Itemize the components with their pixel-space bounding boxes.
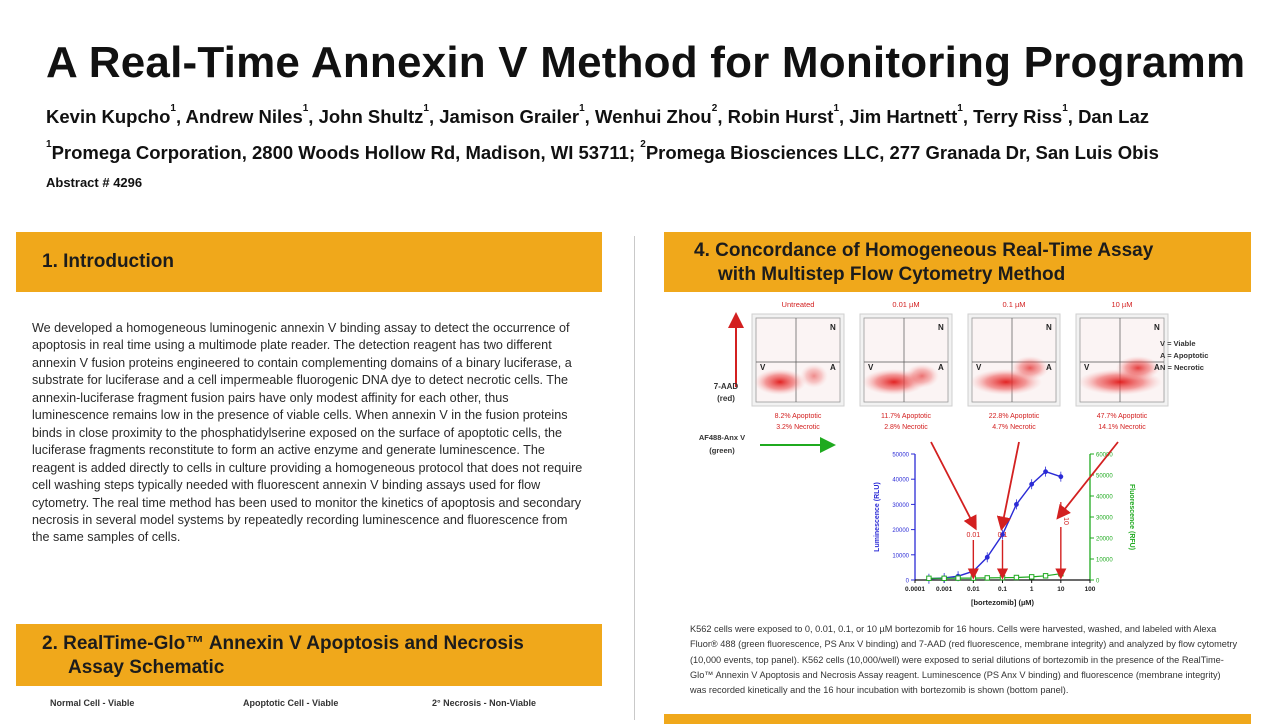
fluorescence-point <box>971 576 975 580</box>
quadrant-v: V <box>868 363 874 372</box>
affiliation-2: Promega Biosciences LLC, 277 Granada Dr, San Luis Obis <box>645 142 1159 163</box>
flow-apoptosis-percent: 8.2% Apoptotic <box>774 413 822 420</box>
x-tick-label: 0.0001 <box>905 586 925 593</box>
quadrant-a: A <box>830 363 836 372</box>
x-tick-label: 1 <box>1029 586 1034 593</box>
fluorescence-point <box>1043 574 1047 578</box>
flow-apoptosis-percent: 47.7% Apoptotic <box>1096 413 1148 420</box>
fluorescence-point <box>1029 575 1033 579</box>
introduction-text: We developed a homogeneous luminogenic annexin V binding assay to detect the occurrence of apoptosis in real time using a multimode plate reader. The detection reagent has two different annexin V fusion proteins engineered to contain complementing domains of a binary luciferase, a substrate for luciferase and a cell impermeable fluorogenic DNA dye to detect necrotic cells. The annexin-luciferase fragment fusion pairs have only modest affinity for each other, thus luminescence remains low in the presence of viable cells. When annexin V in the fusion proteins binds in close proximity to the phosphatidylserine exposed on the surface of apoptotic cells, the luciferase fragments reconstitute to form an active enzyme and generate luminescence. The reagent is added directly to cells in culture providing a homogeneous protocol that does not require cell washing steps typically needed with fluorescent annexin V binding assays used for flow cytometry. The real time method has been used to monitor the kinetics of apoptosis and secondary necrosis in several model systems by repeatedly recording luminescence and fluorescence from the same samples of cells. <box>32 321 583 545</box>
author-affiliation-mark: 1 <box>957 103 963 114</box>
flow-population-main <box>754 369 806 395</box>
quadrant-a: A <box>1154 363 1160 372</box>
section-2-heading <box>16 624 602 686</box>
luminescence-point <box>1043 469 1048 474</box>
section-2-heading-line1: 2. RealTime-Glo™ Annexin V Apoptosis and Necrosis <box>42 633 524 654</box>
flow-necrosis-percent: 3.2% Necrotic <box>776 424 820 431</box>
concentration-label: 0.1 <box>997 532 1008 539</box>
luminescence-point <box>985 555 990 560</box>
author-name: Wenhui Zhou <box>594 106 712 127</box>
section-2-heading-line2: Assay Schematic <box>68 657 225 678</box>
y-tick-label: 50000 <box>892 452 909 459</box>
y-tick-label: 20000 <box>892 528 909 535</box>
figure-caption: K562 cells were exposed to 0, 0.01, 0.1, or 10 µM bortezomib for 16 hours. Cells were harvested, washed, and labeled with Alexa Fluor® 488 (green fluorescence, PS Anx V binding) and 7-AAD (red fluorescence, membrane integrity) and analyzed by flow cytometry (10,000 events, top panel). K562 cells (10,000/well) were exposed to serial dilutions of bortezomib in the presence of the RealTime-Glo™ Annexin V Apoptosis and Necrosis Assay reagent. Luminescence (PS Anx V binding) and fluorescence (membrane integrity) was recorded kinetically and the 16 hour incubation with bortezomib is shown (bottom panel). <box>690 624 1238 696</box>
y-tick-label: 30000 <box>892 502 909 509</box>
y-axis-label: Luminescence (RLU) <box>874 482 881 552</box>
flow-panel-label: Untreated <box>781 300 815 309</box>
abstract-number: Abstract # 4296 <box>46 175 143 190</box>
author-affiliation-mark: 1 <box>302 103 309 114</box>
quadrant-v: V <box>1084 363 1090 372</box>
legend-viable: V = Viable <box>1160 339 1196 348</box>
author-affiliation-mark: 2 <box>711 103 718 114</box>
section-4-heading-line1: 4. Concordance of Homogeneous Real-Time Assay <box>694 240 1154 261</box>
flow-ylabel-1: 7-AAD <box>713 382 739 391</box>
flow-apoptosis-percent: 11.7% Apoptotic <box>880 413 932 420</box>
quadrant-a: A <box>1046 363 1052 372</box>
dose-response-chart <box>874 442 1135 607</box>
fluorescence-point <box>1014 575 1018 579</box>
flow-necrosis-percent: 4.7% Necrotic <box>992 424 1036 431</box>
section-1-heading-text: 1. Introduction <box>42 251 174 272</box>
fluorescence-point <box>956 576 960 580</box>
author-name: Robin Hurst <box>727 106 834 127</box>
flow-necrosis-percent: 14.1% Necrotic <box>1098 424 1146 431</box>
concentration-label: 0.01 <box>966 532 981 539</box>
x-tick-label: 100 <box>1084 586 1096 593</box>
luminescence-point <box>1014 502 1019 507</box>
flow-necrosis-percent: 2.8% Necrotic <box>884 424 928 431</box>
fluorescence-point <box>985 576 989 580</box>
y-tick-label: 10000 <box>892 553 909 560</box>
x-tick-label: 0.001 <box>936 586 953 593</box>
x-tick-label: 0.1 <box>997 586 1008 593</box>
column-divider <box>634 236 635 720</box>
quadrant-n: N <box>830 323 836 332</box>
affiliation-1: Promega Corporation, 2800 Woods Hollow Rd, Madison, WI 53711; <box>51 142 641 163</box>
legend-apoptotic: A = Apoptotic <box>1160 351 1209 360</box>
y2-tick-label: 60000 <box>1096 452 1113 459</box>
author-affiliation-mark: 1 <box>423 103 429 114</box>
author-name: Dan Laz <box>1078 106 1149 127</box>
flow-panel-label: 0.1 µM <box>1002 300 1026 309</box>
author-name: Jamison Grailer <box>439 106 580 127</box>
author-affiliation-mark: 1 <box>170 103 176 114</box>
author-name: Andrew Niles <box>185 106 303 127</box>
quadrant-a: A <box>938 363 944 372</box>
author-name: John Shultz <box>318 106 424 127</box>
concentration-arrow <box>931 442 973 524</box>
fluorescence-point <box>1000 575 1004 579</box>
flow-apoptosis-percent: 22.8% Apoptotic <box>988 413 1040 420</box>
fluorescence-point <box>942 576 946 580</box>
author-name: Jim Hartnett <box>849 106 958 127</box>
legend-necrotic: N = Necrotic <box>1160 363 1204 372</box>
flow-panel-label: 10 µM <box>1111 300 1133 309</box>
author-affiliation-mark: 1 <box>833 103 840 114</box>
y2-tick-label: 30000 <box>1096 515 1113 522</box>
flow-population-apoptotic <box>905 364 939 388</box>
flow-population-apoptotic <box>1011 356 1049 380</box>
author-name: Terry Riss <box>973 106 1063 127</box>
figure-panel <box>640 292 1280 622</box>
flow-ylabel-2: (red) <box>717 394 735 403</box>
y2-axis-label: Fluorescence (RFU) <box>1128 483 1135 551</box>
y-tick-label: 0 <box>905 578 909 585</box>
affiliation-1-mark: 1 <box>46 139 52 150</box>
section-5-heading-edge <box>664 714 1251 724</box>
quadrant-v: V <box>760 363 766 372</box>
y2-tick-label: 0 <box>1096 578 1100 585</box>
y2-tick-label: 20000 <box>1096 536 1113 543</box>
author-affiliation-mark: 1 <box>579 103 585 114</box>
concentration-label: 10 <box>1061 517 1069 525</box>
y-tick-label: 40000 <box>892 477 909 484</box>
flow-panels <box>752 300 1168 431</box>
flow-xlabel-2: (green) <box>709 446 735 455</box>
section-4-heading <box>664 232 1251 292</box>
author-affiliation-mark: 1 <box>1062 103 1068 114</box>
x-tick-label: 0.01 <box>967 586 980 593</box>
y2-tick-label: 40000 <box>1096 494 1113 501</box>
flow-population-apoptotic <box>800 364 828 388</box>
quadrant-v: V <box>976 363 982 372</box>
section-4-heading-line2: with Multistep Flow Cytometry Method <box>718 264 1066 285</box>
flow-xlabel-1: AF488-Anx V <box>698 433 746 442</box>
quadrant-n: N <box>1046 323 1052 332</box>
affiliation-line <box>46 139 1159 164</box>
schematic-label-apoptotic: Apoptotic Cell - Viable <box>243 698 339 708</box>
author-name: Kevin Kupcho <box>46 106 171 127</box>
flow-panel-label: 0.01 µM <box>892 300 920 309</box>
luminescence-point <box>1058 474 1063 479</box>
quadrant-n: N <box>938 323 944 332</box>
luminescence-point <box>1029 482 1034 487</box>
schematic-label-necrosis: 2° Necrosis - Non-Viable <box>432 698 536 708</box>
y2-tick-label: 50000 <box>1096 473 1113 480</box>
fluorescence-point <box>927 576 931 580</box>
y2-tick-label: 10000 <box>1096 557 1113 564</box>
x-tick-label: 10 <box>1057 586 1065 593</box>
author-list: Kevin Kupcho$^1$, Andrew Niles$^1$, John Shultz$^1$, Jamison Grailer$^1$, Wenhui Zhou$^2$, Robin Hurst$^1$, Jim Hartnett$^1$, Terry Riss$^1$, Dan Laz <box>46 103 1149 127</box>
concentration-arrow <box>1003 442 1020 524</box>
affiliation-2-mark: 2 <box>640 139 646 150</box>
schematic-label-normal: Normal Cell - Viable <box>50 698 135 708</box>
quadrant-n: N <box>1154 323 1160 332</box>
luminescence-line <box>929 472 1061 579</box>
poster-title: A Real-Time Annexin V Method for Monitoring Programm <box>46 38 1246 87</box>
section-1-heading <box>16 232 602 292</box>
x-axis-label: [bortezomib] (µM) <box>970 598 1035 607</box>
